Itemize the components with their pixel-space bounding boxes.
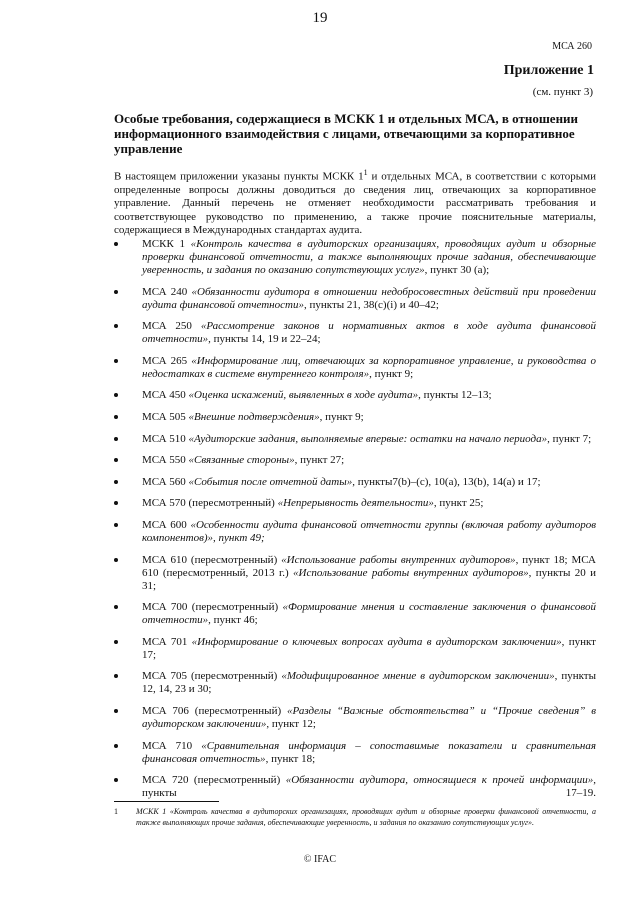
list-item-suffix: , пункты7(b)–(c), 10(a), 13(b), 14(a) и 17; [352,475,541,488]
bullet-icon [114,324,118,328]
list-item-suffix: , пункт 30 (а); [424,264,490,276]
list-item-prefix: МСА 706 (пересмотренный) [142,704,288,717]
list-item-suffix: , пункты 14, 19 и 22–24; [208,333,321,346]
bullet-icon [114,523,118,527]
bullet-icon [114,709,118,713]
footnote-mark: 1 [114,807,118,816]
list-item-italic2: «Использование работы внутренних аудиторов» [293,566,529,579]
list-item-italic: «Обязанности аудитора, относящиеся к прочей информации» [285,774,594,787]
list-item [114,636,596,662]
list-item-suffix2: , пункты 20 и 31; [142,566,596,592]
bullet-icon [114,778,118,782]
list-item-suffix: , пункт 27; [294,454,345,467]
list-item-italic: «Контроль качества в аудиторских организациях, проводящих аудит и обзорные проверки финансовой отчетности, а также выполняющих прочие задания, обеспечивающие уверенность, и задания по оказанию сопутствующих услуг» [142,238,596,276]
list-item [114,454,596,467]
list-item-prefix: МСА 701 [142,635,192,648]
list-item-suffix: , пункт 18; МСА 610 (пересмотренный, 2013 г.) [142,553,596,579]
list-item-suffix: , пункт 9; [319,410,364,423]
list-item [114,476,596,489]
list-item-italic: «Формирование мнения и составление заключения о финансовой отчетности» [142,601,596,627]
list-item [114,519,596,545]
copyright: © IFAC [303,854,337,865]
intro-text-before: В настоящем приложении указаны пункты МСКК 1 [114,170,364,183]
list-item-prefix: МСА 450 [142,389,189,402]
list-item-suffix: , пункт 18; [265,752,316,765]
list-item-prefix: МСА 265 [142,354,192,367]
list-item-italic: «Непрерывность деятельности» [277,497,434,510]
list-item-italic: «Аудиторские задания, выполняемые впервые: остатки на начало периода» [188,432,548,445]
list-item-prefix: МСА 550 [142,454,189,467]
footnote-text: МСКК 1 «Контроль качества в аудиторских организациях, проводящих аудит и обзорные проверки финансовой отчетности, а также выполняющих прочие задания, обеспечивающие уверенность, и задания по оказанию сопутствующих услуг». [136,807,596,827]
standard-code: МСА 260 [552,41,592,52]
list-item-italic: «События после отчетной даты» [188,475,353,488]
footnote [114,806,596,828]
list-item-suffix: , пункт 12; [266,717,316,730]
list-item-prefix: МСА 610 (пересмотренный) [142,553,282,566]
list-item [114,238,596,277]
list-item-suffix: , пункт 46; [208,614,258,627]
list-item-suffix: , пункты 21, 38(c)(i) и 40–42; [303,298,439,311]
list-item [114,355,596,381]
bullet-icon [114,640,118,644]
list-item [114,774,596,800]
list-item-prefix: МСА 710 [142,739,202,752]
bullet-icon [114,242,118,246]
appendix-heading: Приложение 1 [503,63,594,78]
page-number: 19 [312,10,328,26]
list-item-italic: «Обязанности аудитора в отношении недобросовестных действий при проведении аудита финансовой отчетности» [142,285,596,311]
list-item [114,286,596,312]
list-item-prefix: МСА 240 [142,285,192,298]
intro-text-after: и отдельных МСА, в соответствии с которыми определенные вопросы должны доводиться до сведения лиц, отвечающих за корпоративное управление. Данный перечень не отменяет необходимости рассматривать требования и соответствующее руководство по применению, а также прочие пояснительные материалы, содержащиеся в Международных стандартах аудита. [114,170,597,236]
list-item [114,497,596,510]
list-item-prefix: МСА 600 [142,518,191,531]
document-title: Особые требования, содержащиеся в МСКК 1 и отдельных МСА, в отношении информационного взаимодействия с лицами, отвечающими за корпоративное управление [114,111,579,156]
list-item-prefix: МСА 570 (пересмотренный) [142,497,278,510]
list-item-prefix: МСКК 1 [142,238,191,250]
list-item-prefix: МСА 705 (пересмотренный) [142,670,282,683]
list-item-prefix: МСА 560 [142,475,189,488]
footnote-divider [114,801,219,802]
list-item-italic: «Особенности аудита финансовой отчетности группы (включая работу аудиторов компонентов)», пункт 49; [142,518,596,544]
bullet-icon [114,415,118,419]
list-item-suffix: , пункт 25; [433,497,484,510]
list-item [114,320,596,346]
paragraph-reference: (см. пункт 3) [532,86,593,98]
standards-list [114,238,596,809]
bullet-icon [114,437,118,441]
list-item-italic: «Рассмотрение законов и нормативных актов в ходе аудита финансовой отчетности» [142,320,596,346]
bullet-icon [114,458,118,462]
list-item-italic: «Модифицированное мнение в аудиторском заключении» [281,670,555,683]
list-item-suffix: , пункт 7; [547,432,592,445]
bullet-icon [114,674,118,678]
list-item-italic: «Использование работы внутренних аудиторов» [281,553,516,566]
bullet-icon [114,290,118,294]
list-item-italic: «Сравнительная информация – сопоставимые показатели и сравнительная финансовая отчетность» [142,739,597,765]
list-item-prefix: МСА 510 [142,432,189,445]
list-item [114,411,596,424]
list-item-suffix: , пункт 9; [369,367,414,380]
bullet-icon [114,558,118,562]
list-item-suffix: , пункты 12, 14, 23 и 30; [142,670,597,696]
list-item-italic: «Информирование о ключевых вопросах аудита в аудиторском заключении» [191,635,562,648]
bullet-icon [114,605,118,609]
list-item-prefix: МСА 720 (пересмотренный) [142,774,286,787]
list-item [114,670,596,696]
footnote-reference[interactable]: 1 [363,168,368,177]
list-item-italic: «Связанные стороны» [188,454,295,467]
list-item-prefix: МСА 250 [142,320,201,333]
list-item-right: 17–19. [565,787,596,800]
bullet-icon [114,393,118,397]
list-item-prefix: МСА 505 [142,410,189,423]
list-item-suffix: , пункты [142,774,597,800]
list-item-suffix: , пункты 12–13; [418,389,492,402]
bullet-icon [114,359,118,363]
list-item [114,740,596,766]
bullet-icon [114,480,118,484]
list-item [114,433,596,446]
list-item-italic: «Информирование лиц, отвечающих за корпоративное управление, и руководства о недостатках в системе внутреннего контроля» [142,354,596,380]
list-item [114,554,596,593]
list-item [114,389,596,402]
list-item [114,601,596,627]
intro-paragraph [114,166,596,237]
bullet-icon [114,501,118,505]
list-item-prefix: МСА 700 (пересмотренный) [142,601,283,614]
list-item-italic: «Разделы “Важные обстоятельства” и “Прочие сведения” в аудиторском заключении» [142,704,597,730]
list-item-italic: «Оценка искажений, выявленных в ходе аудита» [188,389,419,402]
list-item [114,705,596,731]
bullet-icon [114,744,118,748]
list-item-italic: «Внешние подтверждения» [188,410,320,423]
list-item-suffix: , пункт 17; [142,635,596,661]
